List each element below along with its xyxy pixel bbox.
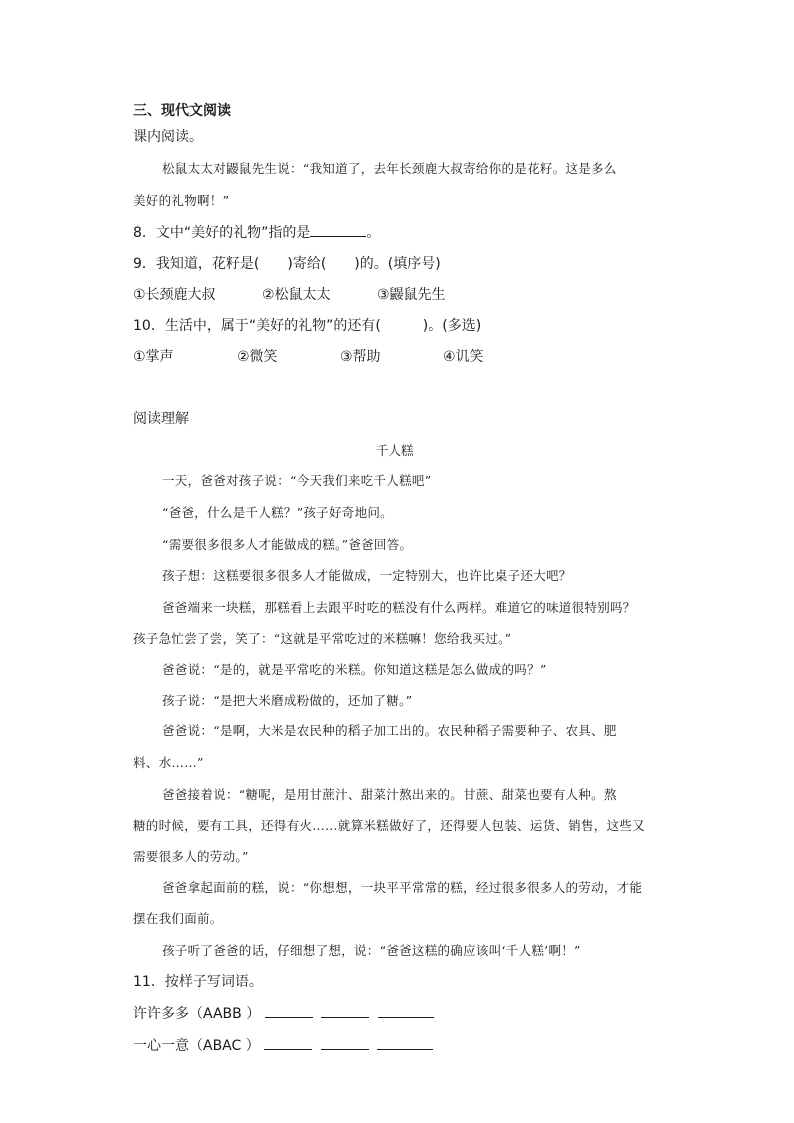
story-line: 摆在我们面前。 [133,911,223,926]
passage-line: 松鼠太太对鼹鼠先生说：“我知道了，去年长颈鹿大叔寄给你的是花籽。这是多么 [162,161,617,176]
answer-blank[interactable] [310,222,366,237]
option-item: ③鼹鼠先生 [377,287,446,303]
story-line: 爸爸拿起面前的糕，说：“你想想，一块平平常常的糕，经过很多很多人的劳动，才能 [162,880,643,895]
option-item: ①长颈鹿大叔 [133,287,216,303]
word-exercise-row [133,1003,434,1024]
option-item: ④讥笑 [443,349,484,365]
answer-blank[interactable] [378,1003,434,1018]
question-8-text: 8．文中“美好的礼物”指的是 [133,225,311,241]
answer-blank[interactable] [321,1003,369,1018]
story-line: “需要很多很多人才能做成的糕。”爸爸回答。 [162,537,413,552]
story-title: 千人糕 [376,443,414,458]
answer-blank[interactable] [321,1035,369,1050]
question-9: 9．我知道，花籽是( )寄给( )的。(填序号) [133,256,441,272]
question-8-suffix: 。 [366,225,381,241]
story-line: 糖的时候，要有工具，还得有火……就算米糕做好了，还得要人包装、运货、销售，这些又 [133,818,646,833]
story-line: 一天，爸爸对孩子说：“今天我们来吃千人糕吧” [162,473,432,488]
question-11: 11．按样子写词语。 [133,974,263,990]
answer-blank[interactable] [265,1003,313,1018]
section-heading: 三、现代文阅读 [133,103,231,119]
story-line: “爸爸，什么是千人糕？”孩子好奇地问。 [162,505,393,520]
reading-heading: 阅读理解 [133,411,189,427]
answer-blank[interactable] [264,1035,312,1050]
story-line: 孩子听了爸爸的话，仔细想了想，说：“爸爸这糕的确应该叫‘千人糕’啊！” [162,943,581,958]
answer-blank[interactable] [377,1035,433,1050]
option-item: ②松鼠太太 [262,287,331,303]
section-subheading: 课内阅读。 [133,129,203,145]
option-item: ①掌声 [133,349,174,365]
story-line: 爸爸端来一块糕，那糕看上去跟平时吃的糕没有什么两样。难道它的味道很特别吗？ [162,600,636,615]
passage-line: 美好的礼物啊！” [133,193,230,208]
story-line: 料、水……” [133,755,204,770]
question-10: 10．生活中，属于“美好的礼物”的还有( )。(多选) [133,318,482,334]
story-line: 需要很多人的劳动。” [133,849,249,864]
example-word: 一心一意（ABAC ） [133,1038,260,1054]
story-line: 爸爸说：“是啊，大米是农民种的稻子加工出的。农民种稻子需要种子、农具、肥 [162,723,617,738]
story-line: 孩子急忙尝了尝，笑了：“这就是平常吃过的米糕嘛！您给我买过。” [133,631,512,646]
story-line: 孩子想：这糕要很多很多人才能做成，一定特别大，也许比桌子还大吧？ [162,568,572,583]
example-word: 许许多多（AABB ） [133,1006,261,1022]
option-item: ②微笑 [237,349,278,365]
option-item: ③帮助 [340,349,381,365]
word-exercise-row [133,1035,433,1056]
question-8 [133,222,380,243]
story-line: 孩子说：“是把大米磨成粉做的，还加了糖。” [162,693,413,708]
story-line: 爸爸说：“是的，就是平常吃的米糕。你知道这糕是怎么做成的吗？” [162,662,547,677]
story-line: 爸爸接着说：“糖呢，是用甘蔗汁、甜菜汁熬出来的。甘蔗、甜菜也要有人种。熬 [162,787,617,802]
